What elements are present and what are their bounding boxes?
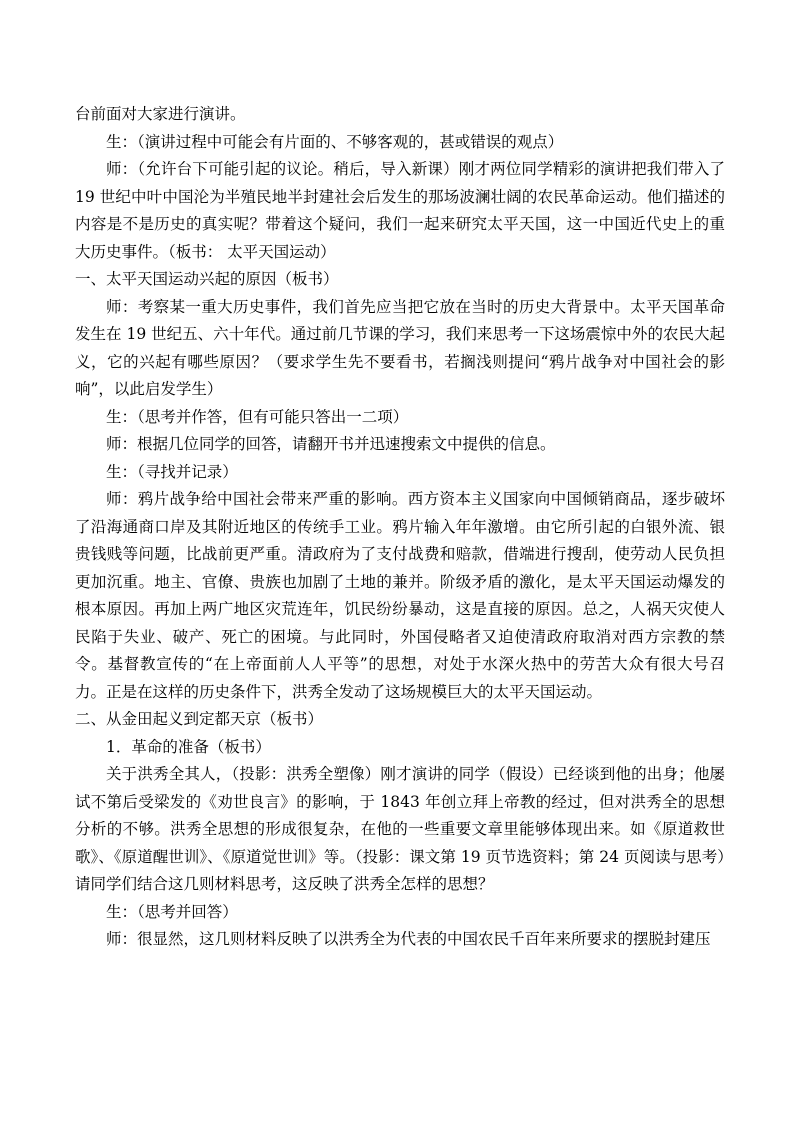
paragraph-speech-end: 台前面对大家进行演讲。 <box>75 105 246 123</box>
paragraph-teacher-conclusion: 师：很显然，这几则材料反映了以洪秀全为代表的中国农民千百年来所要求的摆脱封建压 <box>106 930 711 948</box>
paragraph-student-record: 生：（寻找并记录） <box>106 462 238 481</box>
paragraph-hong-xiuquan: 关于洪秀全其人，（投影：洪秀全塑像）刚才演讲的同学（假设）已经谈到他的出身；他屡试不第后受梁发的《劝世良言》的影响，于 1843 年创立拜上帝教的经过，但对洪秀全的思想分析的不够。洪秀全思想的形成很复杂，在他的一些重要文章里能够体现出来。如《原道救世歌》、《原道醒世训》、《原道觉世训》等。（投影：课文第 19 页节选资料；第 24 页阅读与思考）请同学们结合这几则材料思考，这反映了洪秀全怎样的思想？ <box>75 765 725 893</box>
paragraph-teacher-explanation: 师：鸦片战争给中国社会带来严重的影响。西方资本主义国家向中国倾销商品，逐步破坏了沿海通商口岸及其附近地区的传统手工业。鸦片输入年年激增。由它所引起的白银外流、银贵钱贱等问题，比战前更严重。清政府为了支付战费和赔款，借端进行搜刮，使劳动人民负担更加沉重。地主、官僚、贵族也加剧了土地的兼并。阶级矛盾的激化，是太平天国运动爆发的根本原因。再加上两广地区灾荒连年，饥民纷纷暴动，这是直接的原因。总之，人祸天灾使人民陷于失业、破产、死亡的困境。与此同时，外国侵略者又迫使清政府取消对西方宗教的禁令。基督教宣传的“在上帝面前人人平等”的思想，对处于水深火热中的劳苦大众有很大号召力。正是在这样的历史条件下，洪秀全发动了这场规模巨大的太平天国运动。 <box>75 490 725 701</box>
paragraph-teacher-question: 师：考察某一重大历史事件，我们首先应当把它放在当时的历史大背景中。太平天国革命发生在 19 世纪五、六十年代。通过前几节课的学习，我们来思考一下这场震惊中外的农民大起义，它的兴起有哪些原因？（要求学生先不要看书，若搁浅则提问“鸦片战争对中国社会的影响”，以此启发学生） <box>75 297 725 398</box>
paragraph-teacher-search: 师：根据几位同学的回答，请翻开书并迅速搜索文中提供的信息。 <box>106 435 556 453</box>
section-heading-causes: 一、太平天国运动兴起的原因（板书） <box>75 270 339 288</box>
paragraph-student-speech: 生：（演讲过程中可能会有片面的、不够客观的，甚或错误的观点） <box>106 132 564 151</box>
paragraph-teacher-intro: 师：（允许台下可能引起的议论。稍后，导入新课）刚才两位同学精彩的演讲把我们带入了 19 世纪中叶中国沦为半殖民地半封建社会后发生的那场波澜壮阔的农民革命运动。他们描述的内容是不是历史的真实呢？带着这个疑问，我们一起来研究太平天国，这一中国近代史上的重大历史事件。（板书： 太平天国运动） <box>75 160 725 261</box>
document-body <box>75 101 725 954</box>
section-heading-jintian: 二、从金田起义到定都天京（板书） <box>75 710 324 728</box>
paragraph-student-reply: 生：（思考并回答） <box>106 902 238 921</box>
subheading-preparation: 1．革命的准备（板书） <box>106 737 271 756</box>
paragraph-student-answer: 生：（思考并作答，但有可能只答出一二项） <box>106 407 409 426</box>
